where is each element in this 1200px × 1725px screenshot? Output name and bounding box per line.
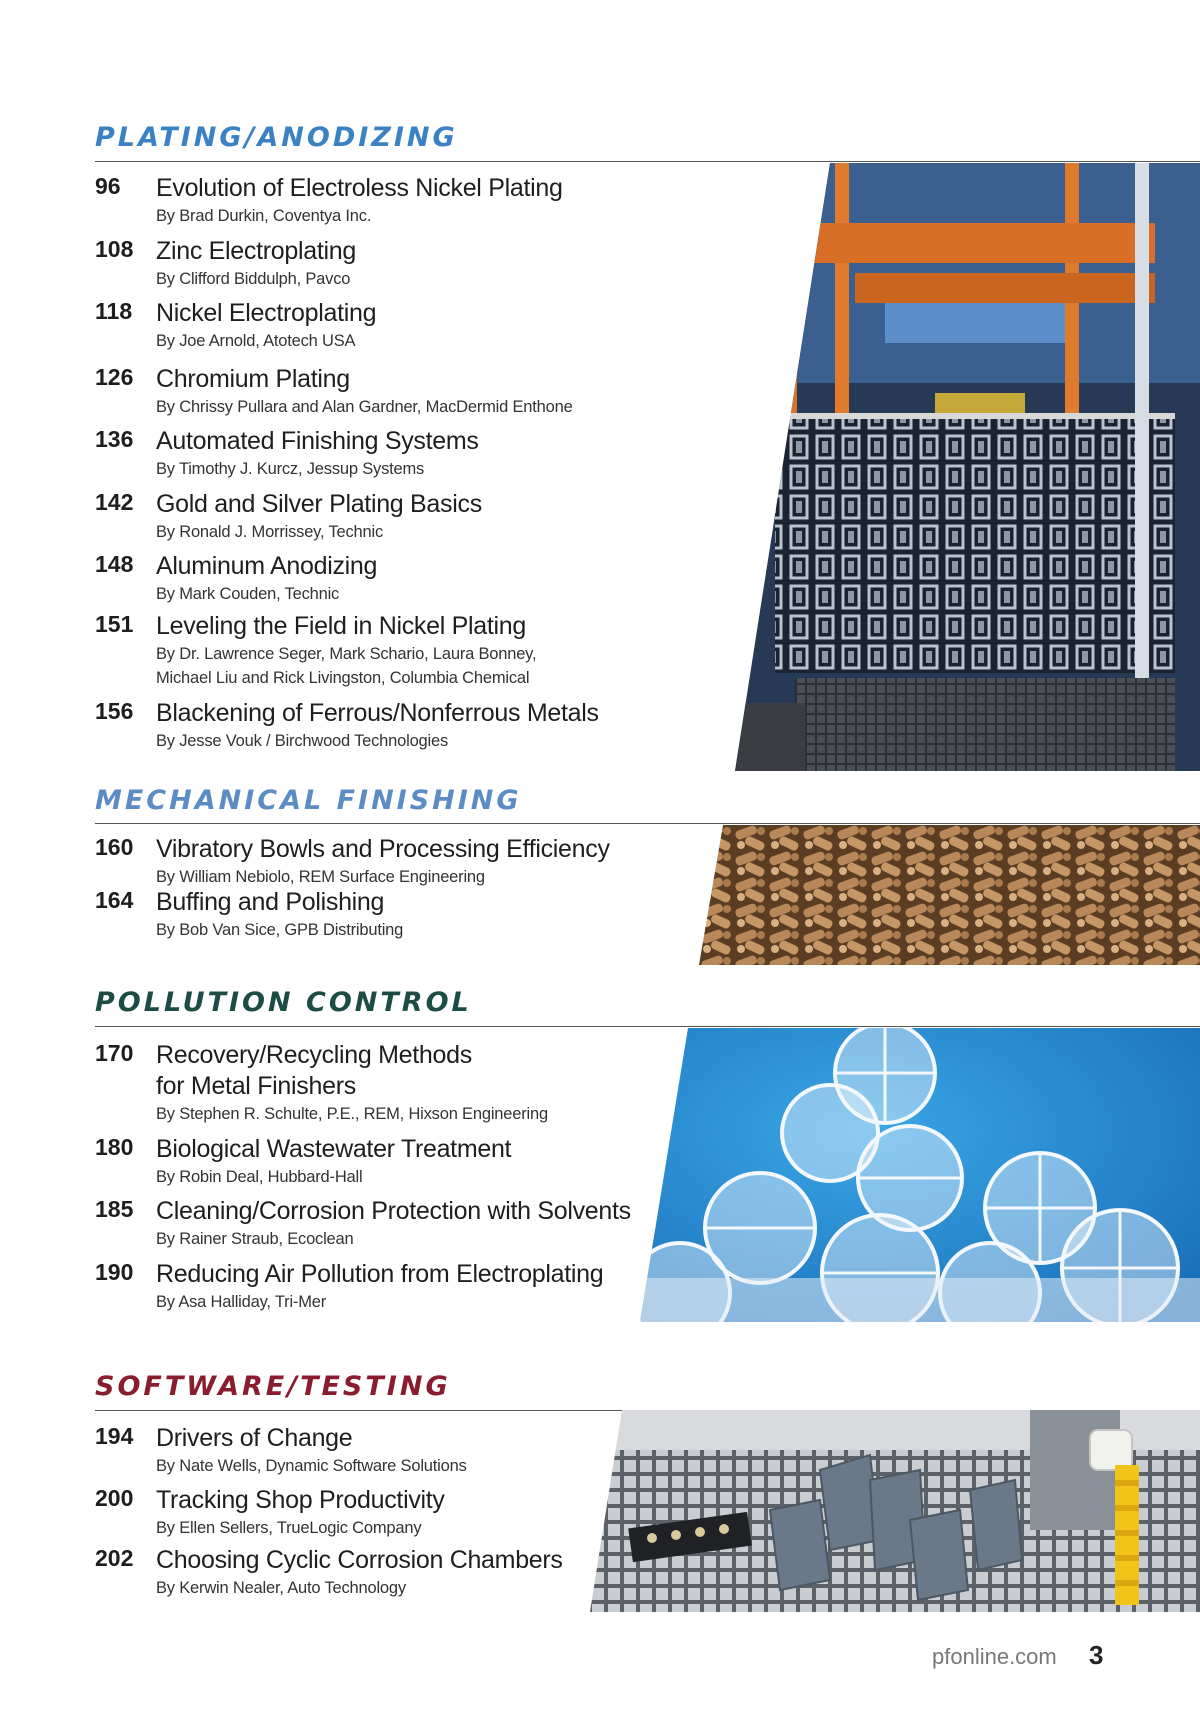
section-rule [95, 161, 1200, 162]
section-rule [95, 1026, 1200, 1027]
section-title-plating: PLATING/ANODIZING [95, 122, 458, 153]
article-title: Zinc Electroplating [156, 237, 356, 265]
page-number: 194 [95, 1423, 134, 1449]
toc-entry[interactable] [95, 236, 695, 291]
page-number: 160 [95, 834, 134, 860]
article-title: Drivers of Change [156, 1424, 353, 1452]
toc-entry[interactable] [95, 298, 695, 353]
section-title-software: SOFTWARE/TESTING [95, 1371, 451, 1402]
article-title: Blackening of Ferrous/Nonferrous Metals [156, 699, 599, 727]
page-number: 164 [95, 887, 134, 913]
article-author: By Stephen R. Schulte, P.E., REM, Hixson Engineering [156, 1105, 548, 1123]
article-author: By Bob Van Sice, GPB Distributing [156, 921, 404, 939]
page-number: 185 [95, 1196, 134, 1222]
page-number: 151 [95, 611, 134, 637]
toc-entry[interactable] [95, 426, 695, 481]
article-author: By Rainer Straub, Ecoclean [156, 1230, 354, 1248]
page-number: 202 [95, 1545, 134, 1571]
article-author: By Ellen Sellers, TrueLogic Company [156, 1519, 422, 1537]
toc-entry[interactable] [95, 698, 695, 753]
section-rule [95, 1410, 625, 1411]
toc-entry[interactable] [95, 1134, 695, 1189]
toc-entry[interactable] [95, 834, 695, 889]
article-title: Nickel Electroplating [156, 299, 377, 327]
article-title: Choosing Cyclic Corrosion Chambers [156, 1546, 563, 1574]
page-number: 156 [95, 698, 134, 724]
toc-entry[interactable] [95, 887, 695, 942]
corrosion-chamber-photo [590, 1410, 1200, 1612]
toc-entry[interactable] [95, 611, 695, 690]
page-number: 136 [95, 426, 134, 452]
article-title: Cleaning/Corrosion Protection with Solvents [156, 1197, 631, 1225]
article-title: Biological Wastewater Treatment [156, 1135, 512, 1163]
article-author: By Nate Wells, Dynamic Software Solutions [156, 1457, 467, 1475]
page-number: 96 [95, 173, 121, 199]
article-title: Recovery/Recycling Methods [156, 1041, 472, 1069]
page-number: 170 [95, 1040, 134, 1066]
page-number: 180 [95, 1134, 134, 1160]
footer-site-url[interactable]: pfonline.com [932, 1644, 1057, 1669]
article-author: By Timothy J. Kurcz, Jessup Systems [156, 460, 425, 478]
article-author: By Clifford Biddulph, Pavco [156, 270, 351, 288]
toc-entry[interactable] [95, 173, 695, 228]
article-title: Aluminum Anodizing [156, 552, 378, 580]
toc-entry[interactable] [95, 1040, 695, 1126]
page-number: 190 [95, 1259, 134, 1285]
article-author: By William Nebiolo, REM Surface Engineering [156, 868, 485, 886]
article-author: By Jesse Vouk / Birchwood Technologies [156, 732, 449, 750]
article-author: By Brad Durkin, Coventya Inc. [156, 207, 372, 225]
article-author: By Joe Arnold, Atotech USA [156, 332, 356, 350]
page-number: 126 [95, 364, 134, 390]
page-number: 118 [95, 298, 133, 324]
article-author: By Kerwin Nealer, Auto Technology [156, 1579, 406, 1597]
article-title: Evolution of Electroless Nickel Plating [156, 174, 563, 202]
article-title: Chromium Plating [156, 365, 350, 393]
vibratory-media-photo [699, 825, 1200, 965]
article-title: Leveling the Field in Nickel Plating [156, 612, 526, 640]
article-author: By Chrissy Pullara and Alan Gardner, MacDermid Enthone [156, 398, 573, 416]
article-title: Tracking Shop Productivity [156, 1486, 445, 1514]
article-author: By Ronald J. Morrissey, Technic [156, 523, 384, 541]
article-author: By Robin Deal, Hubbard-Hall [156, 1168, 363, 1186]
article-title-line2: for Metal Finishers [156, 1072, 356, 1100]
article-title: Automated Finishing Systems [156, 427, 479, 455]
article-title: Vibratory Bowls and Processing Efficiency [156, 835, 610, 863]
toc-entry[interactable] [95, 1259, 695, 1314]
section-title-mechanical: MECHANICAL FINISHING [95, 785, 522, 816]
page-number: 148 [95, 551, 134, 577]
toc-entry[interactable] [95, 364, 695, 419]
toc-entry[interactable] [95, 1196, 695, 1251]
section-title-pollution: POLLUTION CONTROL [95, 987, 472, 1018]
plastic-spheres-photo [640, 1028, 1200, 1322]
article-title: Gold and Silver Plating Basics [156, 490, 482, 518]
article-title: Buffing and Polishing [156, 888, 385, 916]
article-title: Reducing Air Pollution from Electroplating [156, 1260, 604, 1288]
plating-rack-photo [735, 163, 1200, 771]
toc-entry[interactable] [95, 551, 695, 606]
article-author: By Mark Couden, Technic [156, 585, 340, 603]
page-number: 200 [95, 1485, 134, 1511]
section-rule [95, 823, 1200, 824]
article-author: By Asa Halliday, Tri-Mer [156, 1293, 327, 1311]
article-author-line2: Michael Liu and Rick Livingston, Columbia Chemical [156, 669, 530, 687]
footer-page-number: 3 [1089, 1640, 1104, 1670]
page-number: 108 [95, 236, 134, 262]
toc-entry[interactable] [95, 489, 695, 544]
article-author: By Dr. Lawrence Seger, Mark Schario, Laura Bonney, [156, 645, 537, 663]
page-number: 142 [95, 489, 134, 515]
